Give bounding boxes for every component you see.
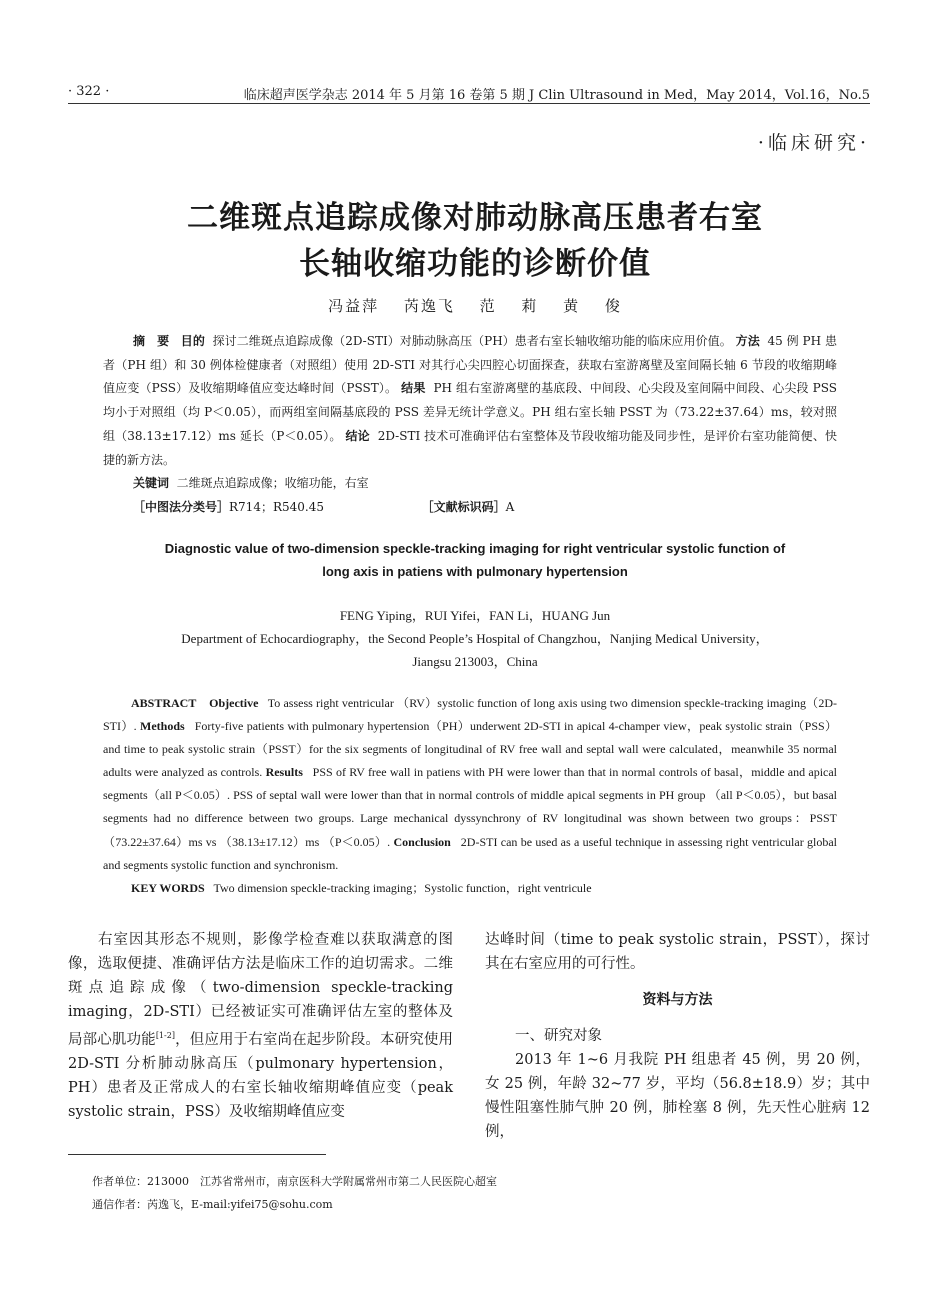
doc-code-label: ［文献标识码］: [421, 499, 506, 514]
objective-label-en: Objective: [209, 696, 259, 710]
header-rule: [68, 103, 870, 104]
conclusion-en: 2D-STI can be used as a useful technique in assessing right ventricular global and segments systolic function and synchronism.: [103, 834, 838, 872]
clc-value: R714；R540.45: [229, 499, 324, 514]
results-cn: PH 组右室游离壁的基底段、中间段、心尖段及室间隔中间段、心尖段 PSS 均小于对照组（均 P＜0.05），而两组室间隔基底段的 PSS 差异无统计学意义。PH 组右室长轴 PSST 为（73.22±37.64）ms，较对照组（38.13±17.12）ms 延长（P＜0.05）。: [103, 381, 837, 443]
methods-label-en: Methods: [140, 719, 185, 734]
methods-en: Forty-five patients with pulmonary hypertension（PH）underwent 2D-STI in apical 4-champer view，peak systolic strain（PSS）and time to peak systolic strain（PSST）for the six segments of longitudinal of RV free wall and septal wall were calculated，meanwhile 35 normal adults were analyzed as controls.: [103, 719, 838, 780]
methods-label-cn: 方法: [735, 334, 760, 348]
subsection-heading: 一、研究对象: [515, 1028, 602, 1044]
results-en: PSS of RV free wall in patiens with PH were lower than that in normal controls of basal，middle and apical segments（all P＜0.05）. PSS of septal wall were lower than that in normal controls of middle apical segments in PH group （all P＜0.05），but basal segments had no difference between two groups. Large mechanical dyssynchrony of RV longitudinal was shown between two groups：PSST（73.22±37.64）ms vs （38.13±17.12）ms （P＜0.05）.: [103, 765, 838, 849]
authors-cn: 冯益萍 芮逸飞 范 莉 黄 俊: [328, 297, 622, 315]
conclusion-label-en: Conclusion: [393, 834, 451, 849]
keywords-label-cn: 关键词: [133, 476, 170, 491]
intro-paragraph: 右室因其形态不规则，影像学检查难以获取满意的图像，选取便捷、准确评估方法是临床工作的迫切需求。二维斑点追踪成像（two-dimension speckle-tracking imaging，2D-STI）已经被证实可准确评估左室的整体及局部心肌功能: [68, 932, 453, 1048]
doc-code-value: A: [505, 499, 515, 514]
authors-en: FENG Yiping，RUI Yifei，FAN Li，HUANG Jun: [339, 608, 611, 623]
keywords-cn: 二维斑点追踪成像；收缩功能，右室: [176, 476, 369, 491]
results-label-cn: 结果: [401, 381, 426, 396]
title-en-line1: Diagnostic value of two-dimension speckle-tracking imaging for right ventricular systolic function of: [164, 541, 786, 556]
section-label: ·临床研究·: [757, 132, 870, 154]
affiliation-en-line1: Department of Echocardiography，the Second People’s Hospital of Changzhou，Nanjing Medical University，: [181, 631, 769, 646]
results-label-en: Results: [265, 765, 303, 780]
abstract-cn: [103, 330, 837, 520]
citation: [1-2]: [155, 1031, 175, 1040]
abstract-en-label: ABSTRACT: [131, 696, 197, 710]
section-heading: 资料与方法: [642, 992, 713, 1008]
body-left-column: [68, 928, 453, 1124]
affiliation-en-line2: Jiangsu 213003，China: [412, 654, 538, 669]
footnote-affiliation: 作者单位：213000 江苏省常州市，南京医科大学附属常州市第二人民医院心超室: [92, 1175, 497, 1188]
objective-label-cn: 目的: [180, 334, 205, 348]
journal-header: 临床超声医学杂志 2014 年 5 月第 16 卷第 5 期 J Clin Ultrasound in Med，May 2014，Vol.16，No.5: [243, 88, 870, 103]
clc-label: ［中图法分类号］: [133, 499, 230, 514]
title-cn-line1: 二维斑点追踪成像对肺动脉高压患者右室: [187, 200, 763, 236]
title-cn-line2: 长轴收缩功能的诊断价值: [299, 246, 651, 282]
body-right-column: [485, 928, 870, 1144]
page-number: · 322 ·: [68, 84, 110, 99]
conclusion-label-cn: 结论: [345, 428, 370, 443]
intro-paragraph-cont: ，但应用于右室尚在起步阶段。本研究使用 2D-STI 分析肺动脉高压（pulmonary hypertension，PH）患者及正常成人的右室长轴收缩期峰值应变（peak systolic strain，PSS）及收缩期峰值应变: [68, 1031, 454, 1120]
subjects-paragraph: 2013 年 1~6 月我院 PH 组患者 45 例，男 20 例，女 25 例，年龄 32~77 岁，平均（56.8±18.9）岁；其中慢性阻塞性肺气肿 20 例，肺栓塞 8 例，先天性心脏病 12 例，: [485, 1052, 870, 1140]
intro-paragraph-end: 达峰时间（time to peak systolic strain，PSST），探讨其在右室应用的可行性。: [485, 932, 870, 972]
objective-cn: 探讨二维斑点追踪成像（2D-STI）对肺动脉高压（PH）患者右室长轴收缩功能的临床应用价值。: [212, 334, 732, 348]
objective-en: To assess right ventricular （RV）systolic function of long axis using two dimension speckle-tracking imaging（2D-STI）.: [103, 696, 837, 734]
conclusion-cn: 2D-STI 技术可准确评估右室整体及节段收缩功能及同步性，是评价右室功能简便、快捷的新方法。: [103, 428, 837, 467]
abstract-en: [103, 692, 837, 900]
methods-cn: 45 例 PH 患者（PH 组）和 30 例体检健康者（对照组）使用 2D-STI 对其行心尖四腔心切面探查，获取右室游离壁及室间隔长轴 6 节段的收缩期峰值应变（PSS）及收缩期峰值应变达峰时间（PSST）。: [103, 334, 837, 396]
keywords-en: Two dimension speckle-tracking imaging；Systolic function，right ventricule: [213, 880, 592, 895]
keywords-label-en: KEY WORDS: [131, 880, 205, 895]
abstract-cn-label: 摘 要: [133, 334, 170, 348]
title-en-line2: long axis in patiens with pulmonary hypertension: [322, 564, 628, 579]
footnote-rule: [68, 1154, 326, 1155]
footnote-corresponding: 通信作者：芮逸飞，E-mail:yifei75@sohu.com: [92, 1198, 333, 1211]
